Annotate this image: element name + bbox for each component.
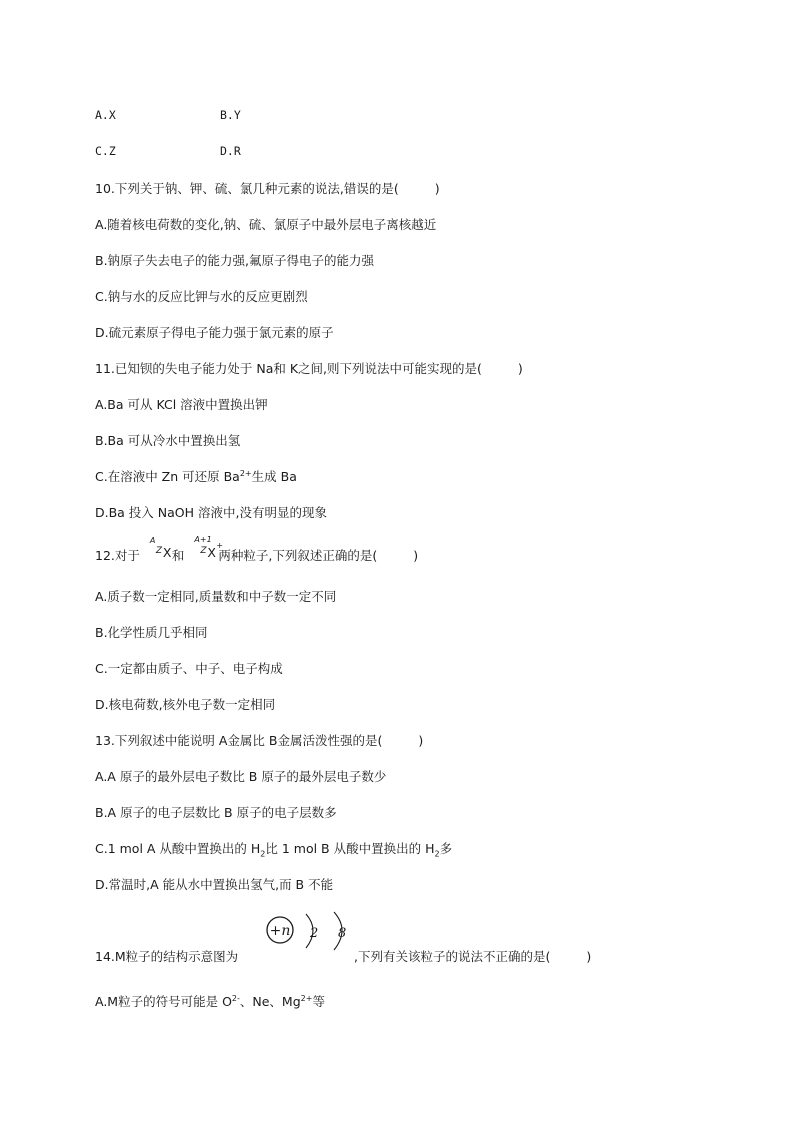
option-text: C.在溶液中 Zn 可还原 Ba: [95, 469, 240, 484]
q12-option-c: C.一定都由质子、中子、电子构成: [95, 661, 283, 676]
q14-option-a: [95, 992, 325, 1010]
option-text: 等: [312, 994, 325, 1009]
mass-number: A: [149, 536, 156, 545]
q11-option-c: [95, 467, 297, 485]
subscript: 2: [434, 849, 440, 859]
mass-number: A+1: [194, 535, 212, 544]
question-10-stem: [95, 179, 440, 197]
question-12-stem: [95, 535, 419, 564]
question-number: 13.: [95, 733, 115, 748]
q9-option-b: B.Y: [220, 108, 241, 122]
ion-charge: 2+: [300, 993, 313, 1003]
question-number: 11.: [95, 361, 115, 376]
nuclide-symbol-1: [144, 536, 172, 560]
question-text: 对于: [114, 548, 140, 563]
option-text: 生成 Ba: [251, 469, 297, 484]
element-symbol: X: [162, 545, 172, 560]
question-text: 已知钡的失电子能力处于 Na和 K之间,则下列说法中可能实现的是(: [114, 361, 482, 376]
atomic-number: Z: [200, 546, 207, 556]
shell-2-electrons: 8: [338, 926, 347, 941]
element-symbol: X: [207, 545, 216, 560]
answer-paren-close: ): [413, 548, 419, 563]
q9-option-c: C.Z: [95, 144, 116, 158]
ion-charge: 2+: [239, 468, 252, 478]
nucleus-label: +n: [269, 923, 291, 939]
question-text: ,下列有关该粒子的说法不正确的是(: [354, 949, 551, 964]
shell-1-electrons: 2: [310, 926, 319, 941]
question-number: 12.: [95, 548, 115, 563]
option-text: A.M粒子的符号可能是 O: [95, 994, 232, 1009]
option-text: 多: [439, 841, 453, 856]
question-13-stem: [95, 731, 423, 749]
q10-option-a: A.随着核电荷数的变化,钠、硫、氯原子中最外层电子离核越近: [95, 217, 437, 232]
atomic-structure-diagram: [262, 908, 354, 962]
question-14-stem: [95, 947, 238, 965]
question-text: 两种粒子,下列叙述正确的是(: [218, 548, 378, 563]
answer-paren-close: ): [586, 949, 592, 964]
option-text: 比 1 mol B 从酸中置换出的 H: [265, 841, 435, 856]
option-text: C.1 mol A 从酸中置换出的 H: [95, 841, 261, 856]
question-number: 10.: [95, 181, 115, 196]
q11-option-d: D.Ba 投入 NaOH 溶液中,没有明显的现象: [95, 505, 327, 520]
option-text: 、Ne、Mg: [239, 994, 301, 1009]
question-11-stem: [95, 359, 523, 377]
q9-option-d: D.R: [220, 144, 241, 158]
q10-option-d: D.硫元素原子得电子能力强于氯元素的原子: [95, 325, 334, 340]
question-14-stem-cont: [354, 947, 591, 965]
question-text: 下列叙述中能说明 A金属比 B金属活泼性强的是(: [114, 733, 383, 748]
answer-paren-close: ): [418, 733, 424, 748]
q12-option-b: B.化学性质几乎相同: [95, 625, 208, 640]
answer-paren-close: ): [517, 361, 523, 376]
nuclide-symbol-2: [188, 535, 224, 560]
q13-option-c: [95, 839, 452, 859]
q12-option-a: A.质子数一定相同,质量数和中子数一定不同: [95, 589, 337, 604]
ion-charge: +: [216, 541, 224, 550]
ion-charge: 2-: [231, 993, 240, 1003]
q13-option-b: B.A 原子的电子层数比 B 原子的电子层数多: [95, 805, 337, 820]
subscript: 2: [260, 849, 266, 859]
question-text: 下列关于钠、钾、硫、氯几种元素的说法,错误的是(: [114, 181, 399, 196]
answer-paren-close: ): [434, 181, 440, 196]
question-number: 14.: [95, 949, 115, 964]
conjunction: 和: [171, 548, 185, 563]
q13-option-a: A.A 原子的最外层电子数比 B 原子的最外层电子数少: [95, 769, 387, 784]
q13-option-d: D.常温时,A 能从水中置换出氢气,而 B 不能: [95, 877, 334, 892]
q11-option-a: A.Ba 可从 KCl 溶液中置换出钾: [95, 397, 268, 412]
q10-option-c: C.钠与水的反应比钾与水的反应更剧烈: [95, 289, 308, 304]
atomic-number: Z: [155, 546, 163, 556]
q12-option-d: D.核电荷数,核外电子数一定相同: [95, 697, 276, 712]
q9-option-a: A.X: [95, 108, 116, 122]
q11-option-b: B.Ba 可从冷水中置换出氢: [95, 433, 241, 448]
question-text: M粒子的结构示意图为: [114, 949, 239, 964]
q10-option-b: B.钠原子失去电子的能力强,氟原子得电子的能力强: [95, 253, 375, 268]
